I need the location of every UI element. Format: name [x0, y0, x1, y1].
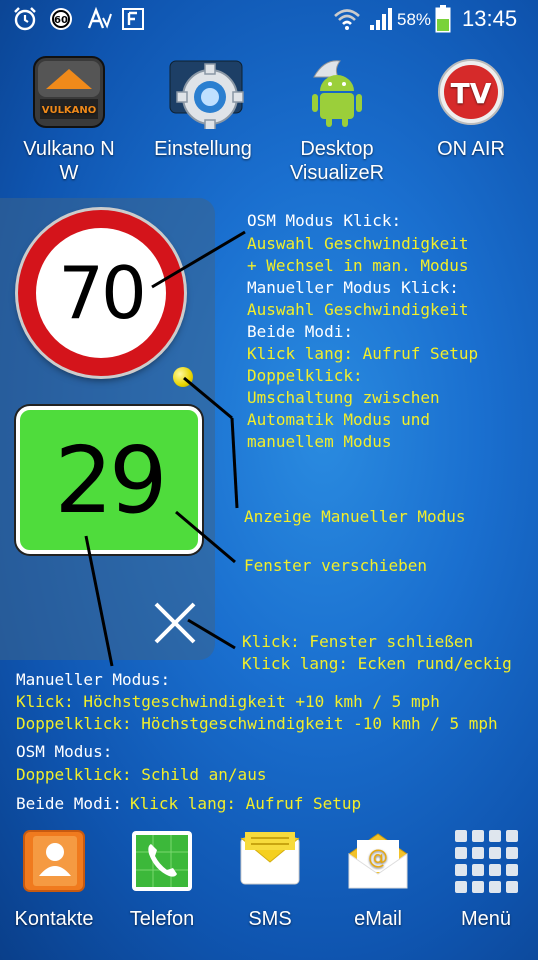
- current-speed-value: 29: [54, 426, 164, 534]
- close-icon[interactable]: [150, 598, 200, 648]
- status-bar: [0, 0, 538, 38]
- app-label-line2: VisualizeR: [289, 162, 385, 184]
- email-icon: [345, 828, 411, 894]
- doubleclick-title: Doppelklick:: [247, 366, 363, 385]
- osm-click-title: OSM Modus Klick:: [247, 211, 402, 230]
- battery-percentage: 58%: [397, 10, 432, 29]
- menu-grid-icon: [453, 828, 519, 894]
- vulkano-icon: [32, 55, 106, 129]
- dock-label: eMail: [354, 908, 402, 930]
- close-click-label: Klick: Fenster schließen: [242, 632, 474, 651]
- both-modes-line1: Klick lang: Aufruf Setup: [247, 344, 479, 363]
- manual-click-title: Manueller Modus Klick:: [247, 278, 459, 297]
- dock-telefon[interactable]: [112, 828, 212, 931]
- both-modes-title: Beide Modi:: [247, 322, 353, 341]
- speed-limit-notification-icon: [46, 5, 76, 33]
- font-icon: [84, 5, 114, 33]
- svg-text:@: @: [368, 845, 388, 869]
- dock-label: Telefon: [129, 908, 195, 930]
- dock-menu[interactable]: [436, 828, 536, 931]
- alarm-icon: [10, 5, 40, 33]
- clock: 13:45: [462, 6, 518, 31]
- manual-mode-indicator-label: Anzeige Manueller Modus: [244, 507, 466, 526]
- flipboard-icon: [118, 5, 148, 33]
- app-label-line1: ON AIR: [437, 138, 505, 160]
- manual-mode-line1: Klick: Höchstgeschwindigkeit +10 kmh / 5 mph: [16, 692, 440, 711]
- dock-label: Kontakte: [14, 908, 94, 930]
- osm-mode-line1: Doppelklick: Schild an/aus: [16, 765, 267, 784]
- sms-icon: [237, 828, 303, 894]
- osm-mode-title: OSM Modus:: [16, 742, 113, 761]
- dock-sms[interactable]: [220, 828, 320, 931]
- both-modes-bottom-label: Beide Modi:: [16, 794, 122, 813]
- manual-mode-title: Manueller Modus:: [16, 670, 171, 689]
- app-einstellung[interactable]: [138, 55, 268, 161]
- dock-label: SMS: [248, 908, 292, 930]
- dock-kontakte[interactable]: [4, 828, 104, 931]
- dock-label: Menü: [460, 908, 512, 930]
- move-window-label: Fenster verschieben: [244, 556, 428, 575]
- app-vulkano[interactable]: [4, 55, 134, 185]
- svg-text:60: 60: [54, 15, 68, 26]
- osm-click-line2: + Wechsel in man. Modus: [247, 256, 469, 275]
- speed-limit-value: 70: [58, 251, 144, 335]
- dock-email[interactable]: [328, 828, 428, 931]
- manual-mode-indicator: [173, 367, 193, 387]
- both-modes-bottom-text: Klick lang: Aufruf Setup: [130, 794, 362, 813]
- phone-icon: [129, 828, 195, 894]
- app-label-line1: Einstellung: [154, 138, 252, 160]
- doubleclick-line2: Automatik Modus und: [247, 410, 431, 429]
- osm-click-line1: Auswahl Geschwindigkeit: [247, 234, 469, 253]
- manual-click-line1: Auswahl Geschwindigkeit: [247, 300, 469, 319]
- tv-icon: [434, 55, 508, 129]
- app-label-line1: Desktop: [300, 138, 374, 160]
- contacts-icon: [21, 828, 87, 894]
- tv-badge: TV: [450, 77, 492, 110]
- signal-icon: [366, 5, 396, 33]
- close-longclick-label: Klick lang: Ecken rund/eckig: [242, 654, 512, 673]
- app-label-line1: Vulkano N: [23, 138, 115, 160]
- settings-gear-icon: [166, 55, 240, 129]
- current-speed-display[interactable]: [16, 406, 202, 554]
- vulkano-badge: VULKANO: [41, 105, 97, 116]
- speed-limit-sign[interactable]: [18, 210, 184, 376]
- android-icon: [300, 55, 374, 129]
- manual-mode-line2: Doppelklick: Höchstgeschwindigkeit -10 kmh / 5 mph: [16, 714, 498, 733]
- doubleclick-line1: Umschaltung zwischen: [247, 388, 440, 407]
- app-label-line2: W: [59, 162, 79, 184]
- app-on-air[interactable]: [406, 55, 536, 161]
- battery-icon: [434, 5, 452, 33]
- app-desktop-visualizer[interactable]: [272, 55, 402, 185]
- doubleclick-line3: manuellem Modus: [247, 432, 392, 451]
- wifi-icon: [332, 5, 362, 33]
